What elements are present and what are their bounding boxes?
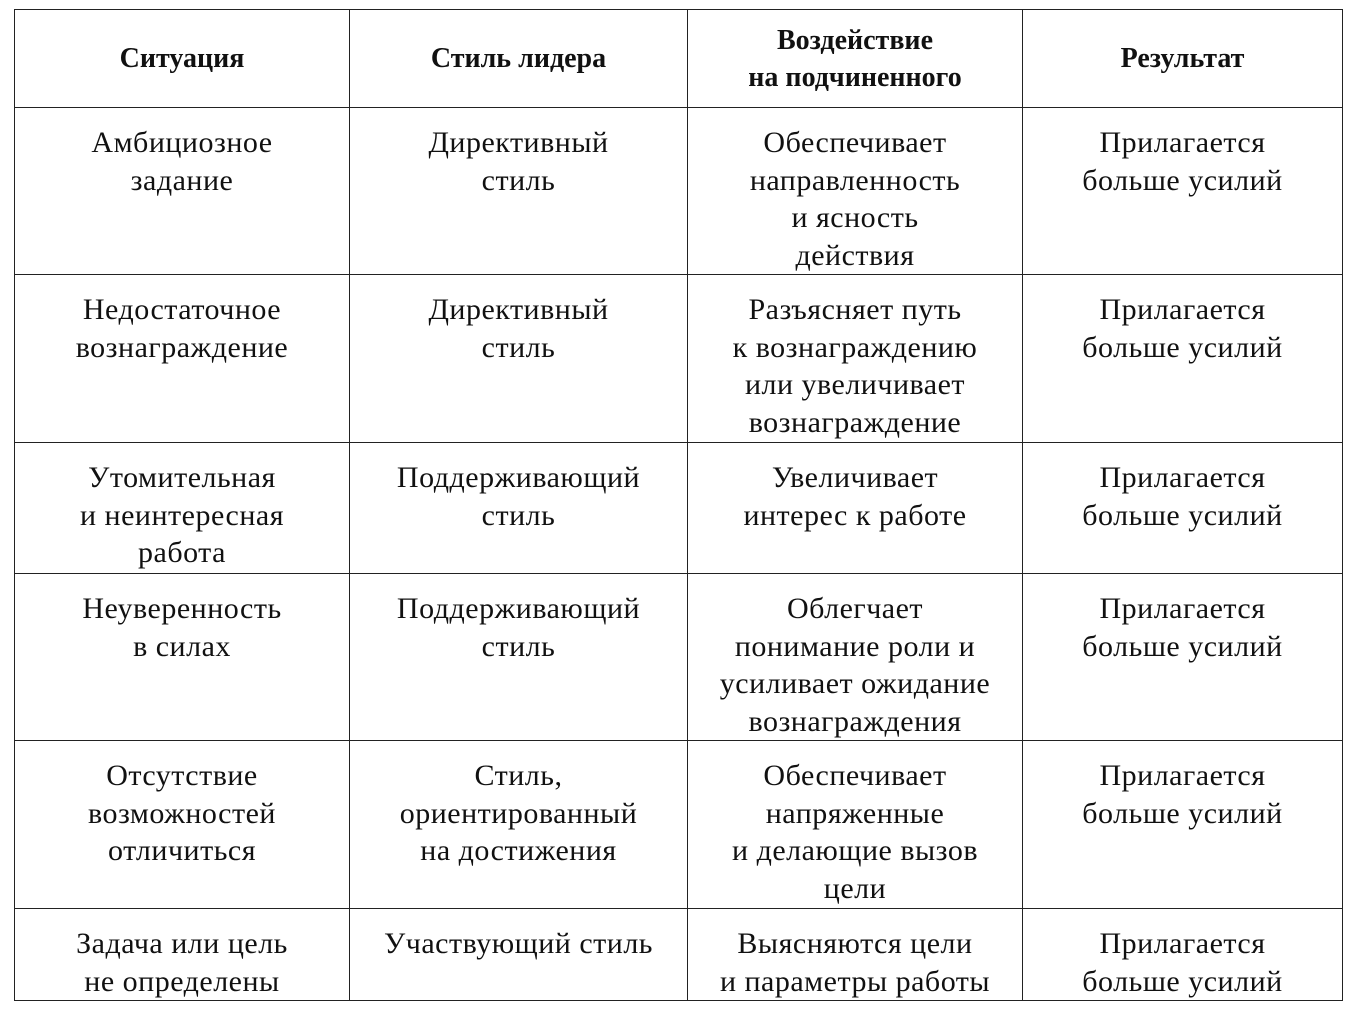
- cell-text: Увеличивает интерес к работе: [743, 461, 967, 532]
- table-row: [15, 275, 1343, 443]
- table-row: [15, 443, 1343, 574]
- cell-impact: [688, 443, 1023, 574]
- cell-text: Поддерживающий стиль: [396, 461, 641, 532]
- cell-situation: [15, 574, 350, 741]
- header-leader-style-label: Стиль лидера: [430, 43, 607, 74]
- cell-situation: [15, 108, 350, 275]
- cell-text: Стиль, ориентированный на достижения: [399, 759, 638, 867]
- cell-result: [1023, 108, 1343, 275]
- table-row: [15, 574, 1343, 741]
- cell-text: Участвующий стиль: [384, 927, 653, 960]
- cell-situation: [15, 909, 350, 1001]
- table-row: [15, 909, 1343, 1001]
- cell-text: Прилагается больше усилий: [1082, 461, 1283, 532]
- header-impact: [688, 10, 1023, 108]
- cell-text: Поддерживающий стиль: [396, 592, 641, 663]
- cell-leader-style: [350, 275, 688, 443]
- cell-text: Обеспечивает направленность и ясность действия: [749, 126, 961, 272]
- cell-text: Облегчает понимание роли и усиливает ожидание вознаграждения: [719, 592, 991, 738]
- cell-text: Директивный стиль: [428, 293, 609, 364]
- cell-situation: [15, 741, 350, 909]
- cell-text: Прилагается больше усилий: [1082, 759, 1283, 830]
- cell-result: [1023, 443, 1343, 574]
- cell-text: Утомительная и неинтересная работа: [79, 461, 284, 569]
- cell-leader-style: [350, 909, 688, 1001]
- cell-text: Директивный стиль: [428, 126, 609, 197]
- cell-impact: [688, 909, 1023, 1001]
- header-result: [1023, 10, 1343, 108]
- cell-text: Прилагается больше усилий: [1082, 126, 1283, 197]
- cell-leader-style: [350, 741, 688, 909]
- cell-result: [1023, 909, 1343, 1001]
- cell-result: [1023, 741, 1343, 909]
- cell-text: Амбициозное задание: [91, 126, 273, 197]
- table-row: [15, 741, 1343, 909]
- cell-impact: [688, 574, 1023, 741]
- cell-leader-style: [350, 443, 688, 574]
- header-result-label: Результат: [1120, 43, 1245, 74]
- header-situation-label: Ситуация: [119, 43, 245, 74]
- cell-impact: [688, 275, 1023, 443]
- cell-text: Прилагается больше усилий: [1082, 592, 1283, 663]
- cell-text: Неуверенность в силах: [82, 592, 282, 663]
- cell-text: Прилагается больше усилий: [1082, 927, 1283, 998]
- cell-text: Задача или цель не определены: [76, 927, 288, 998]
- cell-impact: [688, 741, 1023, 909]
- cell-text: Прилагается больше усилий: [1082, 293, 1283, 364]
- cell-result: [1023, 275, 1343, 443]
- leadership-style-table: [14, 9, 1343, 1001]
- cell-result: [1023, 574, 1343, 741]
- header-situation: [15, 10, 350, 108]
- cell-impact: [688, 108, 1023, 275]
- cell-leader-style: [350, 574, 688, 741]
- header-impact-label: Воздействие на подчиненного: [748, 24, 962, 93]
- cell-text: Выясняются цели и параметры работы: [719, 927, 991, 998]
- table-row: [15, 108, 1343, 275]
- cell-text: Разъясняет путь к вознаграждению или увеличивает вознаграждение: [732, 293, 978, 439]
- cell-text: Недостаточное вознаграждение: [75, 293, 289, 364]
- cell-situation: [15, 443, 350, 574]
- cell-leader-style: [350, 108, 688, 275]
- header-leader-style: [350, 10, 688, 108]
- table-header-row: [15, 10, 1343, 108]
- cell-text: Обеспечивает напряженные и делающие вызов цели: [732, 759, 978, 905]
- cell-text: Отсутствие возможностей отличиться: [88, 759, 276, 867]
- cell-situation: [15, 275, 350, 443]
